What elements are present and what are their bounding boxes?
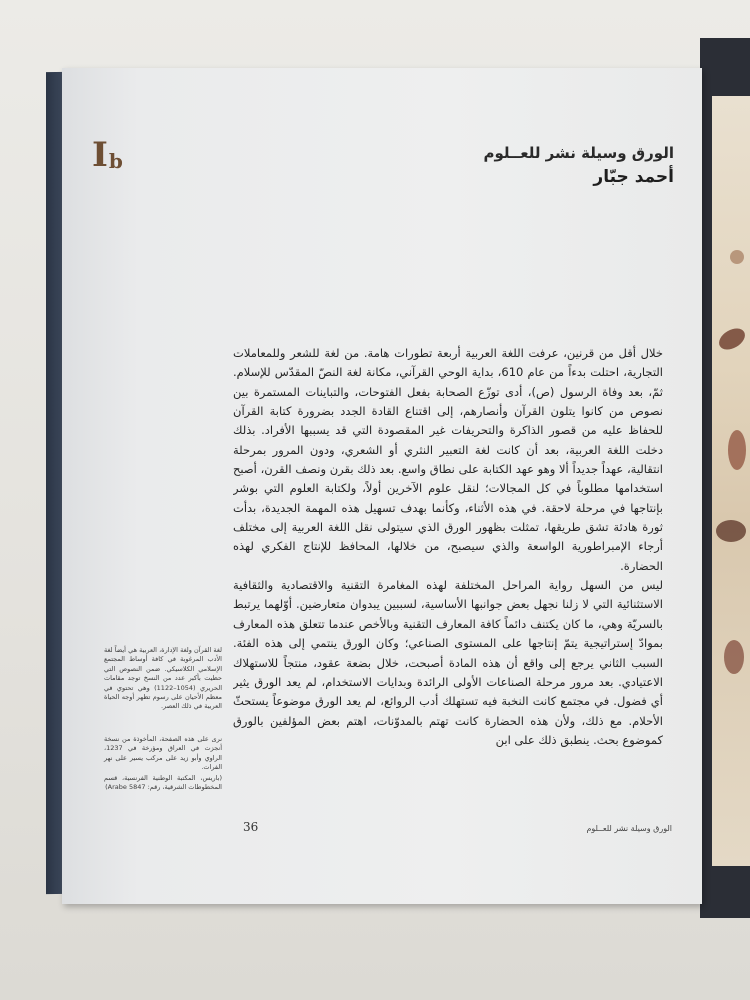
sidenote: نرى على هذه الصفحة، المأخوذة من نسخة أنجزت في العراق ومؤرخة في 1237، الراوي وأبو زيد على مركب يسير على نهر الفرات.: [104, 735, 222, 772]
artwork-detail: [728, 430, 746, 470]
artwork-detail: [724, 640, 744, 674]
sidenote-citation: (باريس، المكتبة الوطنية الفرنسية، قسم المخطوطات الشرقية، رقم: Arabe 5847): [104, 774, 222, 792]
sidenote: لغة القرآن ولغة الإدارة، العربية هي أيضاً لغة الأدب المرغوبة في كافة أوساط المجتمع الإسلامي الكلاسيكي. ضمن النصوص التي حظيت بأكبر عدد من النسخ توجد مقامات الحريري (1054–1122) وهي تحتوي في معظم الأحيان على رسوم تظهر أوجه الحياة العربية في ذلك العصر.: [104, 646, 223, 711]
chapter-badge: [92, 132, 123, 175]
article-author: أحمد جبّار: [593, 167, 674, 187]
adjacent-book-artwork: [712, 96, 750, 866]
chapter-numeral: I: [92, 135, 108, 175]
body-paragraph: خلال أقل من قرنين، عرفت اللغة العربية أربعة تطورات هامة. من لغة للشعر وللمعاملات التجارية، احتلت بدءاً من عام 610، بداية الوحي القرآني، مكانة لغة النصّ المقدّس للإسلام. ثمّ، بعد وفاة الرسول (ص)، أدى توزّع الصحابة بفعل الفتوحات، والتباينات المستمرة بين نصوص من كانوا يتلون القرآن وأنصارهم، إلى اقتناع القادة الجدد بضرورة كتابة القرآن للحفاظ عليه من قصور الذاكرة والتحريفات غير المقصودة التي قد يسببها الأفراد. بذلك دخلت اللغة العربية، بعد أن كانت لغة التعبير النثري أو الشعري، ودون المرور بمرحلة انتقالية، عهداً جديداً ألا وهو عهد الكتابة على نطاق واسع. بعد ذلك بقرن ونصف القرن، أصبح استخدامها مطلوباً في كل المجالات؛ لنقل علوم الآخرين أولاً، ولكتابة العلوم التي بوشر بإنتاجها في مرحلة لاحقة. في هذه الأثناء، وكأنما بهدف تسهيل هذه المهمة الجديدة، بدأت ثورة هادئة تشق طريقها، تمثلت بظهور الورق الذي سيتولى نقل اللغة العربية إلى مختلف أرجاء الإمبراطورية الواسعة والذي سيصبح، من خلالها، المحافظ للإنتاج الفكري لهذه الحضارة.: [233, 346, 663, 573]
page-number: 36: [243, 820, 259, 834]
artwork-detail: [730, 250, 744, 264]
body-paragraph: ليس من السهل رواية المراحل المختلفة لهذه المغامرة التقنية والاقتصادية والثقافية الاستثنائية التي لا زلنا نجهل بعض جوانبها الأساسية، لسببين يبدوان متعارضين. أوّلهما يرتبط بالسريّة وهي، ما كان يكتنف دائماً كافة المعارف التقنية وبالأخص عندما تتعلق هذه المعارف بموادّ إستراتيجية يتمّ إنتاجها على المستوى الصناعي؛ وكان الورق ينتمي إلى هذه الفئة. السبب الثاني يرجع إلى واقع أن هذه المادة أصبحت، خلال بضعة عقود، منتجاً للاستهلاك الاعتيادي. بعد مرور مرحلة الصناعات الأولى الرائدة وبدايات الاستخدام، لم يعد الورق يثير أي فضول. في مجتمع كانت النخبة فيه تستهلك أدب الروائع، لم يعد الورق موضوعاً يستحثّ الأحلام. مع ذلك، ولأن هذه الحضارة كانت تهتم بالمدوّنات، اهتم بعض المؤلفين بالورق كموضوع بحث. ينطبق ذلك على ابن: [233, 578, 663, 747]
chapter-letter: b: [108, 149, 123, 173]
artwork-detail: [716, 520, 746, 542]
article-body: [233, 344, 663, 806]
running-footer: الورق وسيلة نشر للعــلوم: [586, 824, 672, 833]
article-title: الورق وسيلة نشر للعــلوم: [483, 144, 674, 162]
